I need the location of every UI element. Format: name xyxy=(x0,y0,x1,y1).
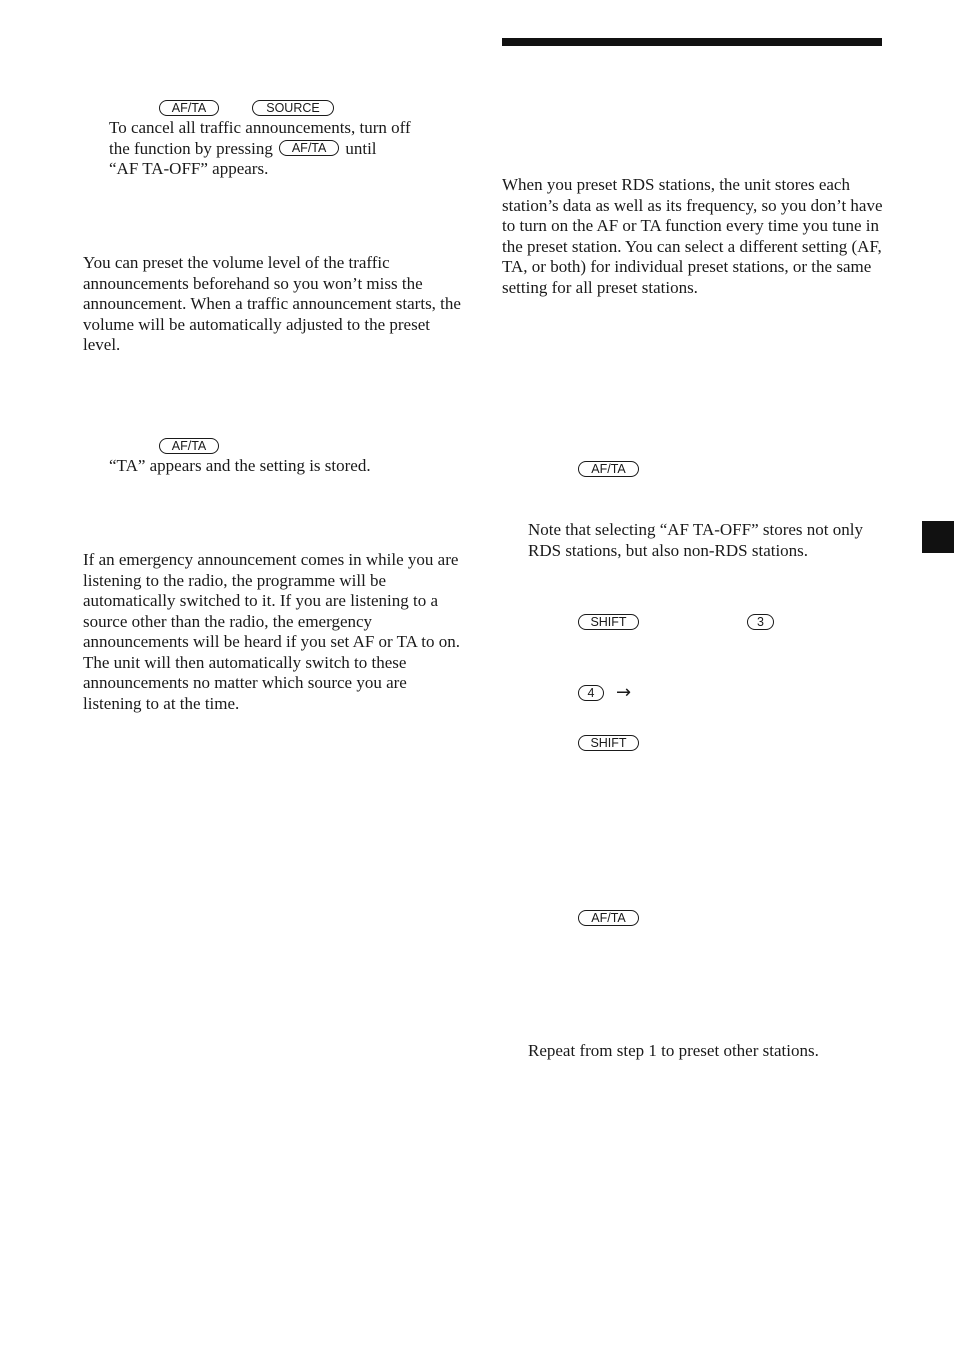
number-3-button-icon: 3 xyxy=(747,614,774,630)
cancel-text-line-2: the function by pressing AF/TA until xyxy=(109,138,377,158)
source-button-icon: SOURCE xyxy=(252,100,334,116)
number-4-button-icon: 4 xyxy=(578,685,604,701)
shift-button-icon: SHIFT xyxy=(578,614,639,630)
cancel-traffic-text xyxy=(109,118,479,180)
af-ta-button-icon: AF/TA xyxy=(159,100,219,116)
shift-button-icon: SHIFT xyxy=(578,735,639,751)
af-ta-button-icon: AF/TA xyxy=(159,438,219,454)
section-header-rule xyxy=(502,38,882,46)
af-ta-button-icon: AF/TA xyxy=(279,140,339,156)
af-ta-button-icon: AF/TA xyxy=(578,461,639,477)
repeat-step-text: Repeat from step 1 to preset other stations. xyxy=(528,1041,819,1060)
preset-rds-paragraph: When you preset RDS stations, the unit stores each station’s data as well as its frequency, so you don’t have to turn on the AF or TA function every time you tune in the preset station. You can select a different setting (AF, TA, or both) for individual preset stations, or the same setting for all preset stations. xyxy=(502,175,883,297)
af-ta-button-icon: AF/TA xyxy=(578,910,639,926)
cancel-text-line-1: To cancel all traffic announcements, turn off xyxy=(109,118,411,137)
emergency-paragraph: If an emergency announcement comes in while you are listening to the radio, the programme will be automatically switched to it. If you are listening to a source other than the radio, the emergency announcements will be heard if you set AF or TA to on. The unit will then automatically switch to these announcements no matter which source you are listening to at the time. xyxy=(83,550,460,713)
cancel-text-line-3: “AF TA-OFF” appears. xyxy=(109,159,269,178)
note-paragraph: Note that selecting “AF TA-OFF” stores not only RDS stations, but also non-RDS stations. xyxy=(528,520,863,560)
volume-preset-paragraph: You can preset the volume level of the traffic announcements beforehand so you won’t miss the announcement. When a traffic announcement starts, the volume will be automatically adjusted to the preset level. xyxy=(83,253,461,354)
ta-stored-text: “TA” appears and the setting is stored. xyxy=(109,456,371,475)
arrow-right-icon: → xyxy=(616,682,632,703)
chapter-thumb-tab xyxy=(922,521,954,553)
